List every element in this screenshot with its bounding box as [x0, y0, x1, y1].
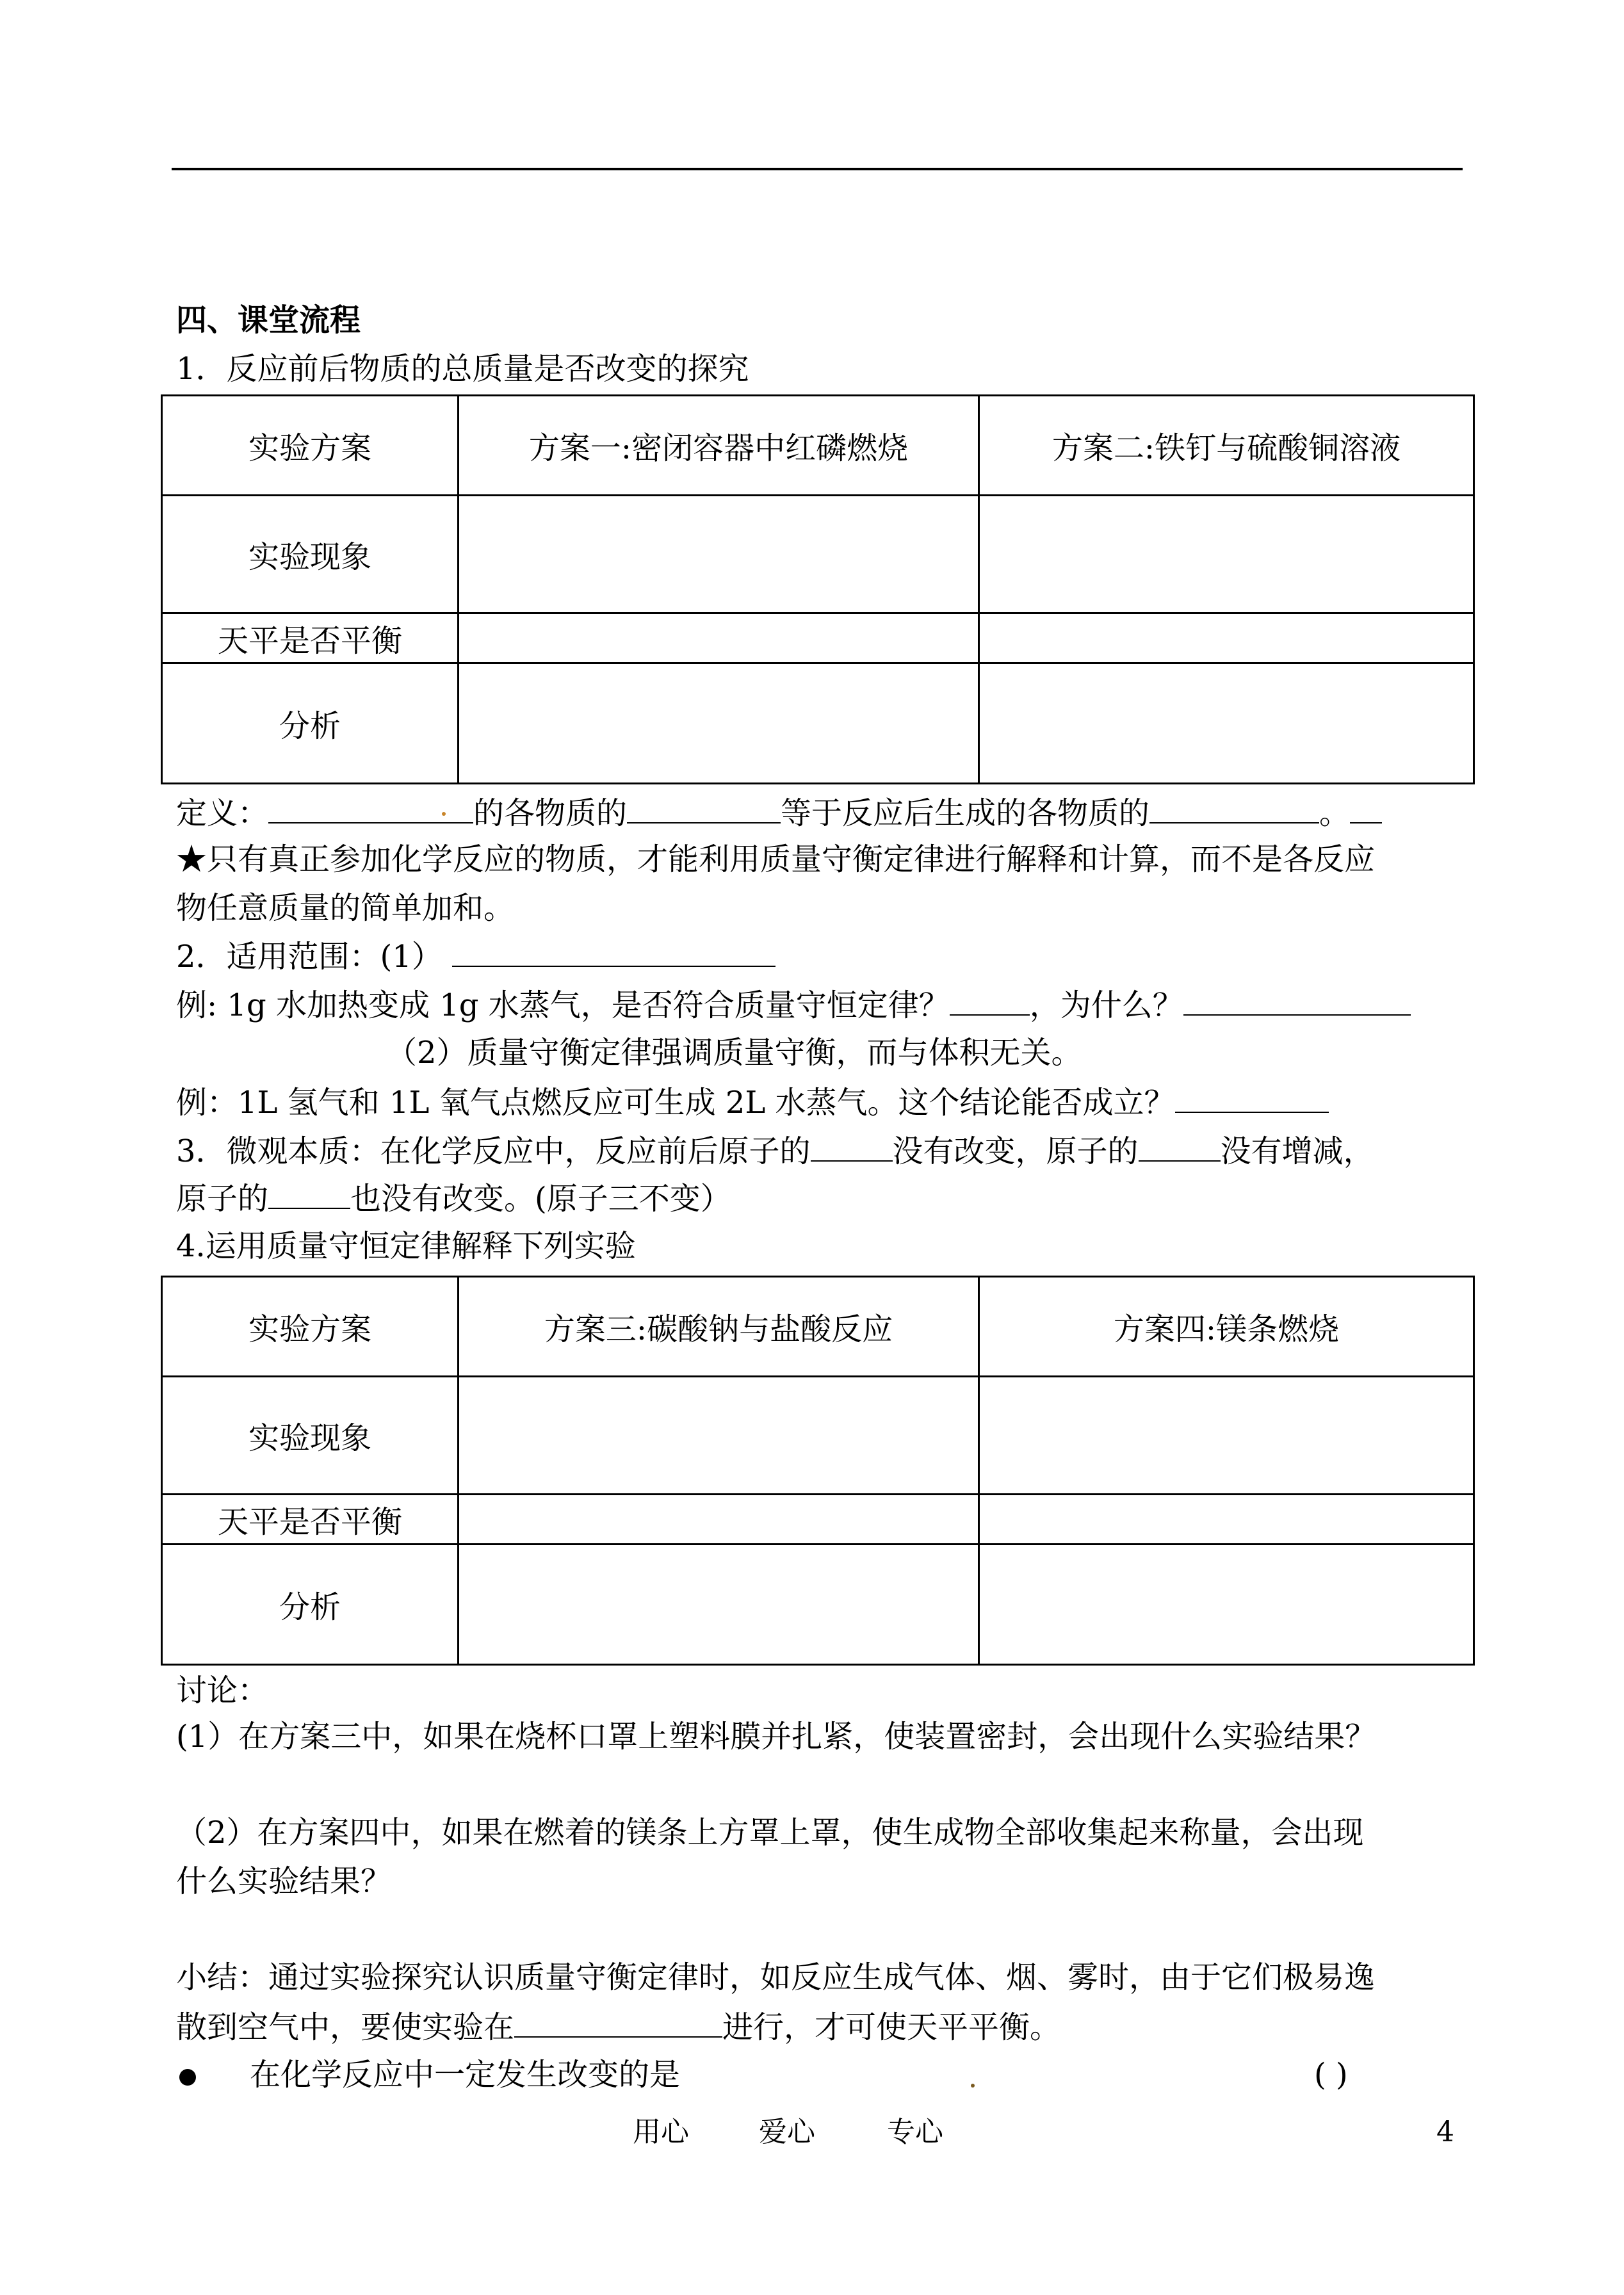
table2-cell: [979, 1545, 1474, 1665]
table1-cell: [459, 663, 979, 784]
scope-2: （2）质量守衡定律强调质量守衡，而与体积无关。: [386, 1035, 1082, 1071]
table1-cell: [979, 613, 1474, 663]
item3-blank-1[interactable]: [811, 1131, 893, 1162]
definition-blank-1[interactable]: [268, 793, 473, 823]
example2-blank[interactable]: [1175, 1082, 1329, 1113]
table1-cell: [979, 496, 1474, 613]
table2-cell: [979, 1377, 1474, 1495]
table2-row-analysis: 分析: [162, 1545, 459, 1665]
example1-blank-2[interactable]: [1183, 985, 1411, 1016]
discussion-question-2-line-1: （2）在方案四中，如果在燃着的镁条上方罩上罩，使生成物全部收集起来称量，会出现: [176, 1815, 1364, 1851]
bullet-question: 在化学反应中一定发生改变的是: [179, 2056, 680, 2095]
footer-motto-2: 爱心: [759, 2116, 815, 2148]
mark-dot: [442, 812, 446, 816]
scope-blank[interactable]: [452, 936, 775, 967]
table2-header-scheme: 实验方案: [162, 1277, 459, 1377]
table1-cell: [459, 496, 979, 613]
table1-header-plan1: 方案一:密闭容器中红磷燃烧: [459, 396, 979, 496]
item3-blank-3[interactable]: [268, 1178, 350, 1209]
table2-cell: [979, 1495, 1474, 1545]
summary-blank[interactable]: [514, 2007, 722, 2038]
table1-row-analysis: 分析: [162, 663, 459, 784]
header-rule: [172, 168, 1463, 170]
table1-row-phenomenon: 实验现象: [162, 496, 459, 613]
discussion-question-1: (1）在方案三中，如果在烧杯口罩上塑料膜并扎紧，使装置密封，会出现什么实验结果？: [176, 1719, 1376, 1755]
item-4-title: 4.运用质量守恒定律解释下列实验: [176, 1228, 636, 1264]
item3-blank-2[interactable]: [1139, 1131, 1221, 1162]
item-2-title: 2．适用范围：(1）: [176, 936, 775, 976]
table2-header-plan4: 方案四:镁条燃烧: [979, 1277, 1474, 1377]
table2-header-plan3: 方案三:碳酸钠与盐酸反应: [459, 1277, 979, 1377]
item-3-line-2: 原子的 也没有改变。(原子三不变）: [176, 1178, 731, 1218]
table1-header-scheme: 实验方案: [162, 396, 459, 496]
definition-blank-3[interactable]: [1149, 793, 1319, 823]
answer-parentheses: ( ): [1314, 2057, 1348, 2093]
table2-cell: [459, 1545, 979, 1665]
section-title: 四、课堂流程: [176, 302, 361, 338]
summary-line-2: 散到空气中，要使实验在 进行，才可使天平平衡。: [176, 2007, 1060, 2047]
table1-cell: [979, 663, 1474, 784]
table1-header-plan2: 方案二:铁钉与硫酸铜溶液: [979, 396, 1474, 496]
definition-blank-2[interactable]: [627, 793, 781, 823]
table2-cell: [459, 1495, 979, 1545]
table2-row-phenomenon: 实验现象: [162, 1377, 459, 1495]
summary-line-1: 小结：通过实验探究认识质量守衡定律时，如反应生成气体、烟、雾时，由于它们极易逸: [176, 1959, 1376, 1995]
definition-line: 定义： 的各物质的 等于反应后生成的各物质的 。: [176, 793, 1382, 832]
discussion-question-2-line-2: 什么实验结果？: [176, 1863, 392, 1899]
item-3-line-1: 3．微观本质：在化学反应中，反应前后原子的 没有改变，原子的 没有增减，: [176, 1131, 1374, 1171]
table1-cell: [459, 613, 979, 663]
table2-row-balance: 天平是否平衡: [162, 1495, 459, 1545]
footer-motto-3: 专心: [887, 2116, 943, 2148]
definition-blank-4[interactable]: [1350, 793, 1382, 823]
table2-cell: [459, 1377, 979, 1495]
star-note-line-1: ★只有真正参加化学反应的物质，才能利用质量守衡定律进行解释和计算，而不是各反应: [176, 841, 1376, 877]
example1-blank-1[interactable]: [950, 985, 1030, 1016]
page-number: 4: [1436, 2116, 1454, 2148]
mark-dot: [971, 2084, 975, 2088]
table1-row-balance: 天平是否平衡: [162, 613, 459, 663]
experiment-table-2: [161, 1276, 1475, 1666]
example-1: 例: 1g 水加热变成 1g 水蒸气，是否符合质量守恒定律？ ，为什么？: [176, 985, 1411, 1025]
footer-motto-1: 用心: [633, 2116, 689, 2148]
star-note-line-2: 物任意质量的简单加和。: [176, 890, 515, 926]
bullet-icon: [179, 2069, 196, 2086]
discussion-title: 讨论：: [176, 1673, 269, 1708]
item-1-title: 1．反应前后物质的总质量是否改变的探究: [176, 351, 749, 387]
example-2: 例：1L 氢气和 1L 氧气点燃反应可生成 2L 水蒸气。这个结论能否成立？: [176, 1082, 1329, 1122]
experiment-table-1: [161, 394, 1475, 784]
